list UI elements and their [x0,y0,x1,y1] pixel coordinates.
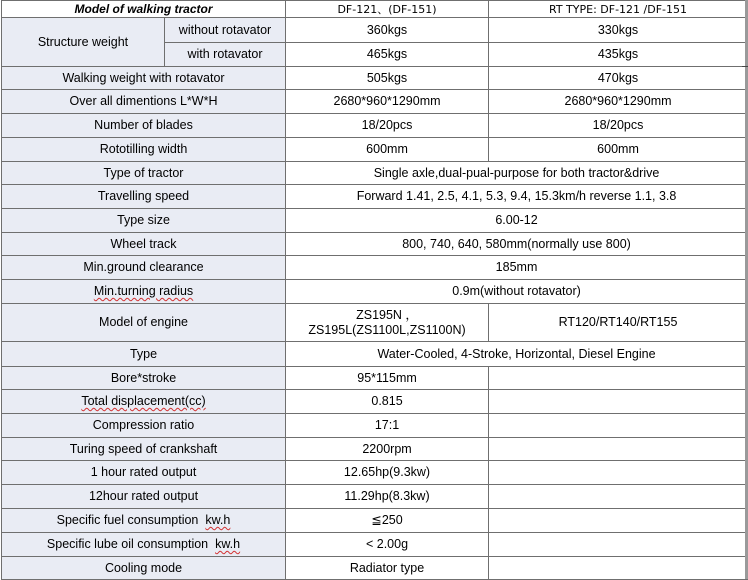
table-row [2,461,748,485]
output-12h-a: 11.29hp(8.3kw) [286,485,489,509]
lube-consumption-a: < 2.00g [286,533,489,557]
turning-radius-label-text: Min.turning radius [93,284,194,298]
table-row [2,209,748,233]
output-1h-label: 1 hour rated output [2,461,286,485]
turning-radius-label [2,280,286,304]
tractor-type-value: Single axle,dual-pual-purpose for both tractor&drive [286,162,748,185]
table-row [2,509,748,533]
output-1h-b [489,461,748,485]
table-row [2,367,748,390]
output-12h-label: 12hour rated output [2,485,286,509]
table-row [2,256,748,280]
table-row [2,114,748,138]
engine-model-a-line1: ZS195N ， [356,307,418,322]
header-title: Model of walking tractor [2,1,286,18]
table-row [2,185,748,209]
rototilling-width-label: Rototilling width [2,138,286,162]
walking-weight-a: 505kgs [286,67,489,90]
table-row [2,67,748,90]
engine-model-a-line2: ZS195L(ZS1100L,ZS1100N) [308,322,466,337]
wheel-track-label: Wheel track [2,233,286,256]
travelling-speed-value: Forward 1.41, 2.5, 4.1, 5.3, 9.4, 15.3km/h reverse 1.1, 3.8 [286,185,748,209]
displacement-label-text: Total displacement(cc) [81,394,206,408]
structure-weight-label: Structure weight [2,18,165,67]
displacement-label [2,390,286,414]
output-1h-a: 12.65hp(9.3kw) [286,461,489,485]
tyre-size-value: 6.00-12 [286,209,748,233]
compression-a: 17:1 [286,414,489,438]
crankshaft-speed-b [489,438,748,461]
cooling-mode-label: Cooling mode [2,557,286,580]
lube-consumption-unit: kw.h [215,537,241,551]
fuel-consumption-unit: kw.h [205,513,231,527]
with-rotavator-a: 465kgs [286,43,489,67]
engine-model-a [286,304,489,342]
lube-consumption-label-text: Specific lube oil consumption [46,537,209,551]
without-rotavator-label: without rotavator [165,18,286,43]
blades-a: 18/20pcs [286,114,489,138]
table-row [2,557,748,580]
lube-consumption-b [489,533,748,557]
tyre-size-label: Type size [2,209,286,233]
compression-label: Compression ratio [2,414,286,438]
rototilling-width-a: 600mm [286,138,489,162]
crankshaft-speed-label: Turing speed of crankshaft [2,438,286,461]
rototilling-width-b: 600mm [489,138,748,162]
turning-radius-value: 0.9m(without rotavator) [286,280,748,304]
with-rotavator-label: with rotavator [165,43,286,67]
lube-consumption-label [2,533,286,557]
overall-dimensions-a: 2680*960*1290mm [286,90,489,114]
overall-dimensions-b: 2680*960*1290mm [489,90,748,114]
spec-table [1,0,748,580]
fuel-consumption-label [2,509,286,533]
table-row [2,390,748,414]
displacement-b [489,390,748,414]
compression-b [489,414,748,438]
engine-model-b: RT120/RT140/RT155 [489,304,748,342]
fuel-consumption-b [489,509,748,533]
table-row [2,414,748,438]
table-row [2,162,748,185]
walking-weight-b: 470kgs [489,67,748,90]
table-row [2,280,748,304]
cooling-mode-b [489,557,748,580]
table-row [2,304,748,342]
tractor-type-label: Type of tractor [2,162,286,185]
with-rotavator-b: 435kgs [489,43,748,67]
engine-model-label: Model of engine [2,304,286,342]
header-model-b: RT TYPE: DF-121 /DF-151 [489,1,748,18]
header-model-a: DF-121、(DF-151) [286,1,489,18]
ground-clearance-value: 185mm [286,256,748,280]
without-rotavator-a: 360kgs [286,18,489,43]
travelling-speed-label: Travelling speed [2,185,286,209]
table-row [2,485,748,509]
blades-label: Number of blades [2,114,286,138]
engine-type-value: Water-Cooled, 4-Stroke, Horizontal, Diesel Engine [286,342,748,367]
table-row [2,533,748,557]
table-row [2,18,748,43]
fuel-consumption-label-text: Specific fuel consumption [56,513,199,527]
table-row [2,138,748,162]
table-row [2,90,748,114]
table-row [2,438,748,461]
overall-dimensions-label: Over all dimentions L*W*H [2,90,286,114]
wheel-track-value: 800, 740, 640, 580mm(normally use 800) [286,233,748,256]
window-edge-tick [742,66,748,67]
fuel-consumption-a: ≦250 [286,509,489,533]
crankshaft-speed-a: 2200rpm [286,438,489,461]
table-row [2,233,748,256]
bore-stroke-a: 95*115mm [286,367,489,390]
bore-stroke-label: Bore*stroke [2,367,286,390]
blades-b: 18/20pcs [489,114,748,138]
output-12h-b [489,485,748,509]
table-row [2,342,748,367]
displacement-a: 0.815 [286,390,489,414]
cooling-mode-a: Radiator type [286,557,489,580]
header-row [2,1,748,18]
engine-type-label: Type [2,342,286,367]
ground-clearance-label: Min.ground clearance [2,256,286,280]
without-rotavator-b: 330kgs [489,18,748,43]
bore-stroke-b [489,367,748,390]
walking-weight-label: Walking weight with rotavator [2,67,286,90]
